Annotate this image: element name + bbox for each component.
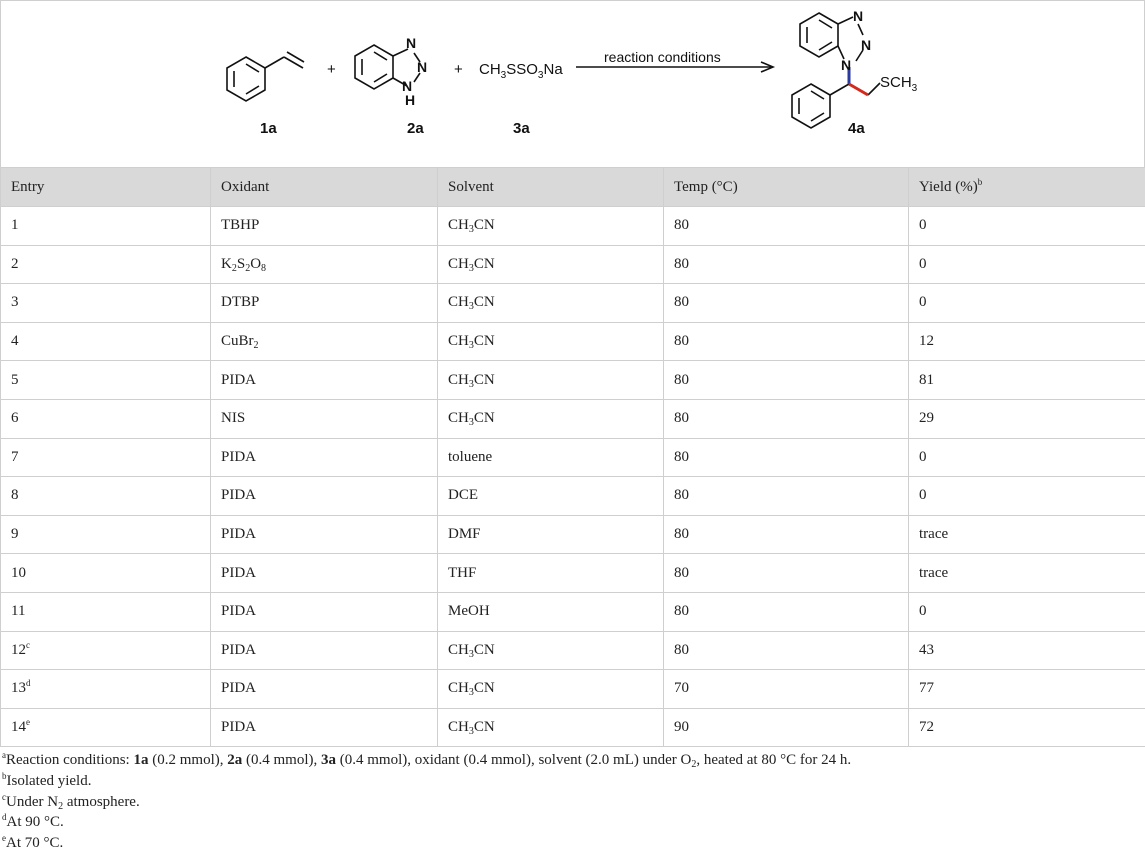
cell-yield: 0 [909,207,1145,246]
n-label: N [853,8,863,24]
cell-oxidant: PIDA [211,361,438,400]
n-label: N [406,35,416,51]
cell-temp: 70 [664,670,909,709]
cell-entry: 13$^d$ [1,670,211,709]
table-row [1,631,1145,670]
cell-entry: 1 [1,207,211,246]
cell-oxidant: PIDA [211,631,438,670]
compound-label-3a: 3a [513,120,530,137]
arrow-label: reaction conditions [604,49,721,65]
header-solvent: Solvent [438,168,664,207]
cell-solvent: MeOH [438,592,664,631]
cell-entry: 3 [1,284,211,323]
n-label: N [417,59,427,75]
reagent-3a-formula: $CH_3SSO_3Na$ [479,61,563,81]
product-structure [792,13,880,128]
cell-solvent: $CH_3CN$ [438,631,664,670]
table-row [1,438,1145,477]
cell-yield: 0 [909,592,1145,631]
cell-oxidant: $K_2S_2O_8$ [211,245,438,284]
cell-temp: 80 [664,592,909,631]
cell-solvent: DMF [438,515,664,554]
plus-sign: + [327,61,336,78]
cell-oxidant: PIDA [211,670,438,709]
cell-yield: 0 [909,477,1145,516]
cell-yield: trace [909,554,1145,593]
cell-entry: 8 [1,477,211,516]
cell-oxidant: PIDA [211,438,438,477]
footnote-c: $^c$Under $N_2$ atmosphere. [2,792,851,813]
cell-yield: 12 [909,322,1145,361]
new-cs-bond [849,84,868,95]
nh-h-label: H [405,92,415,108]
cell-yield: 0 [909,284,1145,323]
cell-entry: 12$^c$ [1,631,211,670]
cell-oxidant: PIDA [211,554,438,593]
cell-oxidant: TBHP [211,207,438,246]
cell-solvent: $CH_3CN$ [438,708,664,747]
table-row [1,592,1145,631]
cell-yield: 72 [909,708,1145,747]
cell-entry: 6 [1,399,211,438]
cell-temp: 80 [664,399,909,438]
header-yield: Yield (%)$^b$ [909,168,1145,207]
table-row [1,708,1145,747]
n-label: N [402,78,412,94]
optimization-table [0,167,1145,747]
cell-temp: 80 [664,631,909,670]
cell-temp: 90 [664,708,909,747]
footnote-b: $^b$Isolated yield. [2,771,851,792]
cell-temp: 80 [664,515,909,554]
footnotes [2,750,851,854]
cell-oxidant: PIDA [211,477,438,516]
cell-entry: 11 [1,592,211,631]
cell-entry: 4 [1,322,211,361]
header-entry: Entry [1,168,211,207]
table-row [1,284,1145,323]
cell-solvent: $CH_3CN$ [438,361,664,400]
n-label: N [841,57,851,73]
cell-yield: 0 [909,438,1145,477]
cell-oxidant: CuBr$_2$ [211,322,438,361]
cell-temp: 80 [664,245,909,284]
cell-oxidant: PIDA [211,708,438,747]
cell-oxidant: DTBP [211,284,438,323]
cell-oxidant: PIDA [211,515,438,554]
footnote-e: $^e$At 70 °C. [2,833,851,854]
cell-oxidant: PIDA [211,592,438,631]
table-row [1,399,1145,438]
table-body [1,207,1145,747]
cell-solvent: $CH_3CN$ [438,284,664,323]
table-row [1,361,1145,400]
cell-solvent: $CH_3CN$ [438,322,664,361]
table-row [1,554,1145,593]
header-oxidant: Oxidant [211,168,438,207]
cell-temp: 80 [664,284,909,323]
cell-entry: 5 [1,361,211,400]
table-header-row [1,168,1145,207]
cell-entry: 10 [1,554,211,593]
cell-entry: 7 [1,438,211,477]
table-row [1,515,1145,554]
compound-label-2a: 2a [407,120,424,137]
compound-label-4a: 4a [848,120,865,137]
cell-yield: 0 [909,245,1145,284]
cell-temp: 80 [664,477,909,516]
cell-yield: 81 [909,361,1145,400]
cell-solvent: $CH_3CN$ [438,399,664,438]
cell-oxidant: NIS [211,399,438,438]
table-row [1,245,1145,284]
reaction-scheme [0,0,1145,168]
table-row [1,477,1145,516]
footnote-d: $^d$At 90 °C. [2,812,851,833]
cell-entry: 9 [1,515,211,554]
compound-label-1a: 1a [260,120,277,137]
cell-temp: 80 [664,361,909,400]
table-row [1,207,1145,246]
cell-solvent: $CH_3CN$ [438,670,664,709]
cell-solvent: $CH_3CN$ [438,245,664,284]
cell-solvent: $CH_3CN$ [438,207,664,246]
cell-yield: 29 [909,399,1145,438]
plus-sign: + [454,61,463,78]
cell-solvent: THF [438,554,664,593]
reaction-scheme-drawing [1,1,1144,168]
cell-yield: 77 [909,670,1145,709]
cell-yield: 43 [909,631,1145,670]
header-temp: Temp (°C) [664,168,909,207]
table-row [1,670,1145,709]
cell-temp: 80 [664,207,909,246]
cell-entry: 14e [1,708,211,747]
cell-yield: trace [909,515,1145,554]
cell-temp: 80 [664,554,909,593]
table-row [1,322,1145,361]
cell-temp: 80 [664,438,909,477]
product-sch3: $SCH_3$ [880,74,918,94]
cell-solvent: DCE [438,477,664,516]
styrene-structure [227,52,304,101]
cell-entry: 2 [1,245,211,284]
n-label: N [861,37,871,53]
cell-solvent: toluene [438,438,664,477]
cell-temp: 80 [664,322,909,361]
footnote-a: $^a$Reaction conditions: 1a (0.2 mmol), 2a (0.4 mmol), 3a (0.4 mmol), oxidant (0.4 mmol), solvent (2.0 mL) under $O_2$, heated at 80 °C for 24 h. [2,750,851,771]
